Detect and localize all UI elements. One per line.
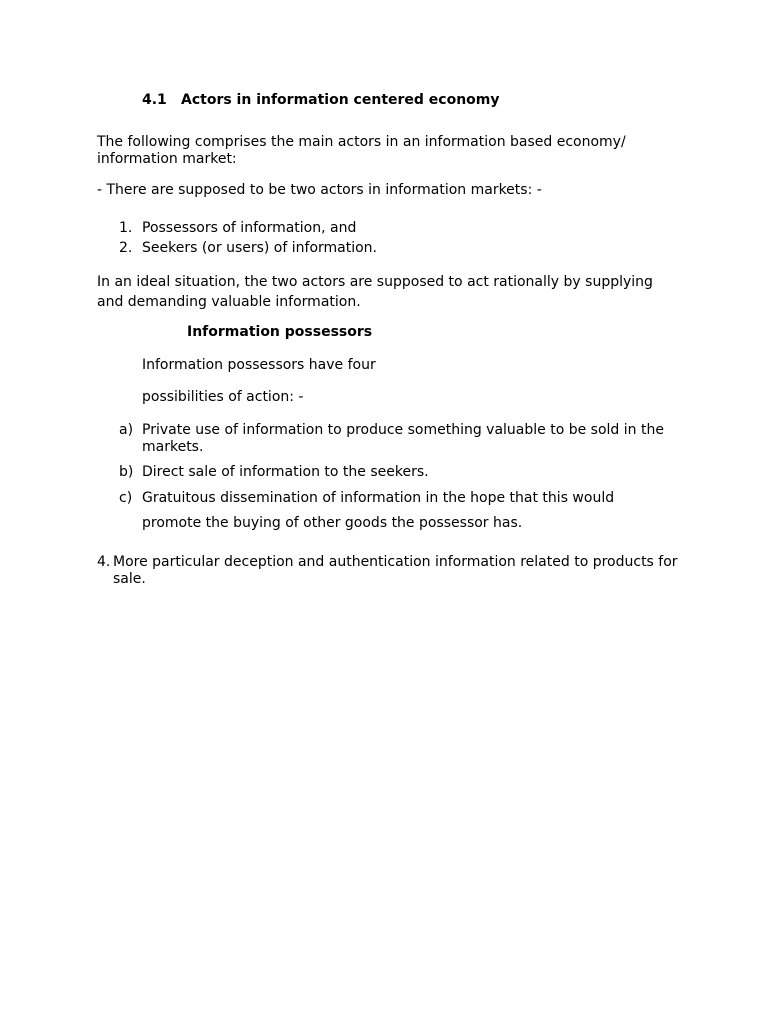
possessors-line-2: possibilities of action: - (142, 389, 304, 405)
list-item (0, 490, 768, 532)
list-item (0, 422, 768, 456)
point-4-line-1: More particular deception and authentication information related to products for (113, 554, 678, 570)
list-item-text-line-2: markets. (142, 439, 204, 455)
intro-line-2: information market: (97, 151, 237, 167)
list-marker: 4. (97, 554, 111, 570)
list-item (0, 240, 768, 257)
possessors-heading: Information possessors (187, 324, 373, 340)
list-marker: 1. (119, 220, 133, 236)
list-item-text-line-1: Gratuitous dissemination of information in the hope that this would (142, 490, 615, 506)
list-marker: 2. (119, 240, 133, 256)
list-item-text-line-1: Direct sale of information to the seekers. (142, 464, 429, 480)
list-item-text: Possessors of information, and (142, 220, 357, 236)
actors-intro-line: - There are supposed to be two actors in information markets: - (97, 182, 542, 198)
list-marker: b) (119, 464, 134, 480)
ideal-line-2: and demanding valuable information. (97, 294, 361, 310)
ideal-situation-paragraph (97, 272, 672, 312)
intro-paragraph (97, 134, 672, 168)
list-item (0, 464, 768, 481)
list-item (0, 220, 768, 237)
actors-list (0, 220, 768, 260)
list-item-text-line-1: Private use of information to produce something valuable to be sold in the (142, 422, 664, 438)
list-marker: c) (119, 490, 133, 506)
point-4-line-2: sale. (113, 571, 146, 587)
point-4-item (0, 554, 768, 588)
possessors-line-1: Information possessors have four (142, 357, 376, 373)
list-item-text-line-2: promote the buying of other goods the possessor has. (142, 515, 523, 531)
list-item-text: Seekers (or users) of information. (142, 240, 378, 256)
section-heading (142, 92, 500, 109)
ideal-line-1: In an ideal situation, the two actors are supposed to act rationally by supplying (97, 274, 653, 290)
section-number: 4.1 (142, 92, 167, 108)
section-title: Actors in information centered economy (181, 92, 500, 108)
list-marker: a) (119, 422, 134, 438)
actions-list (0, 422, 768, 537)
intro-line-1: The following comprises the main actors in an information based economy/ (97, 134, 626, 150)
